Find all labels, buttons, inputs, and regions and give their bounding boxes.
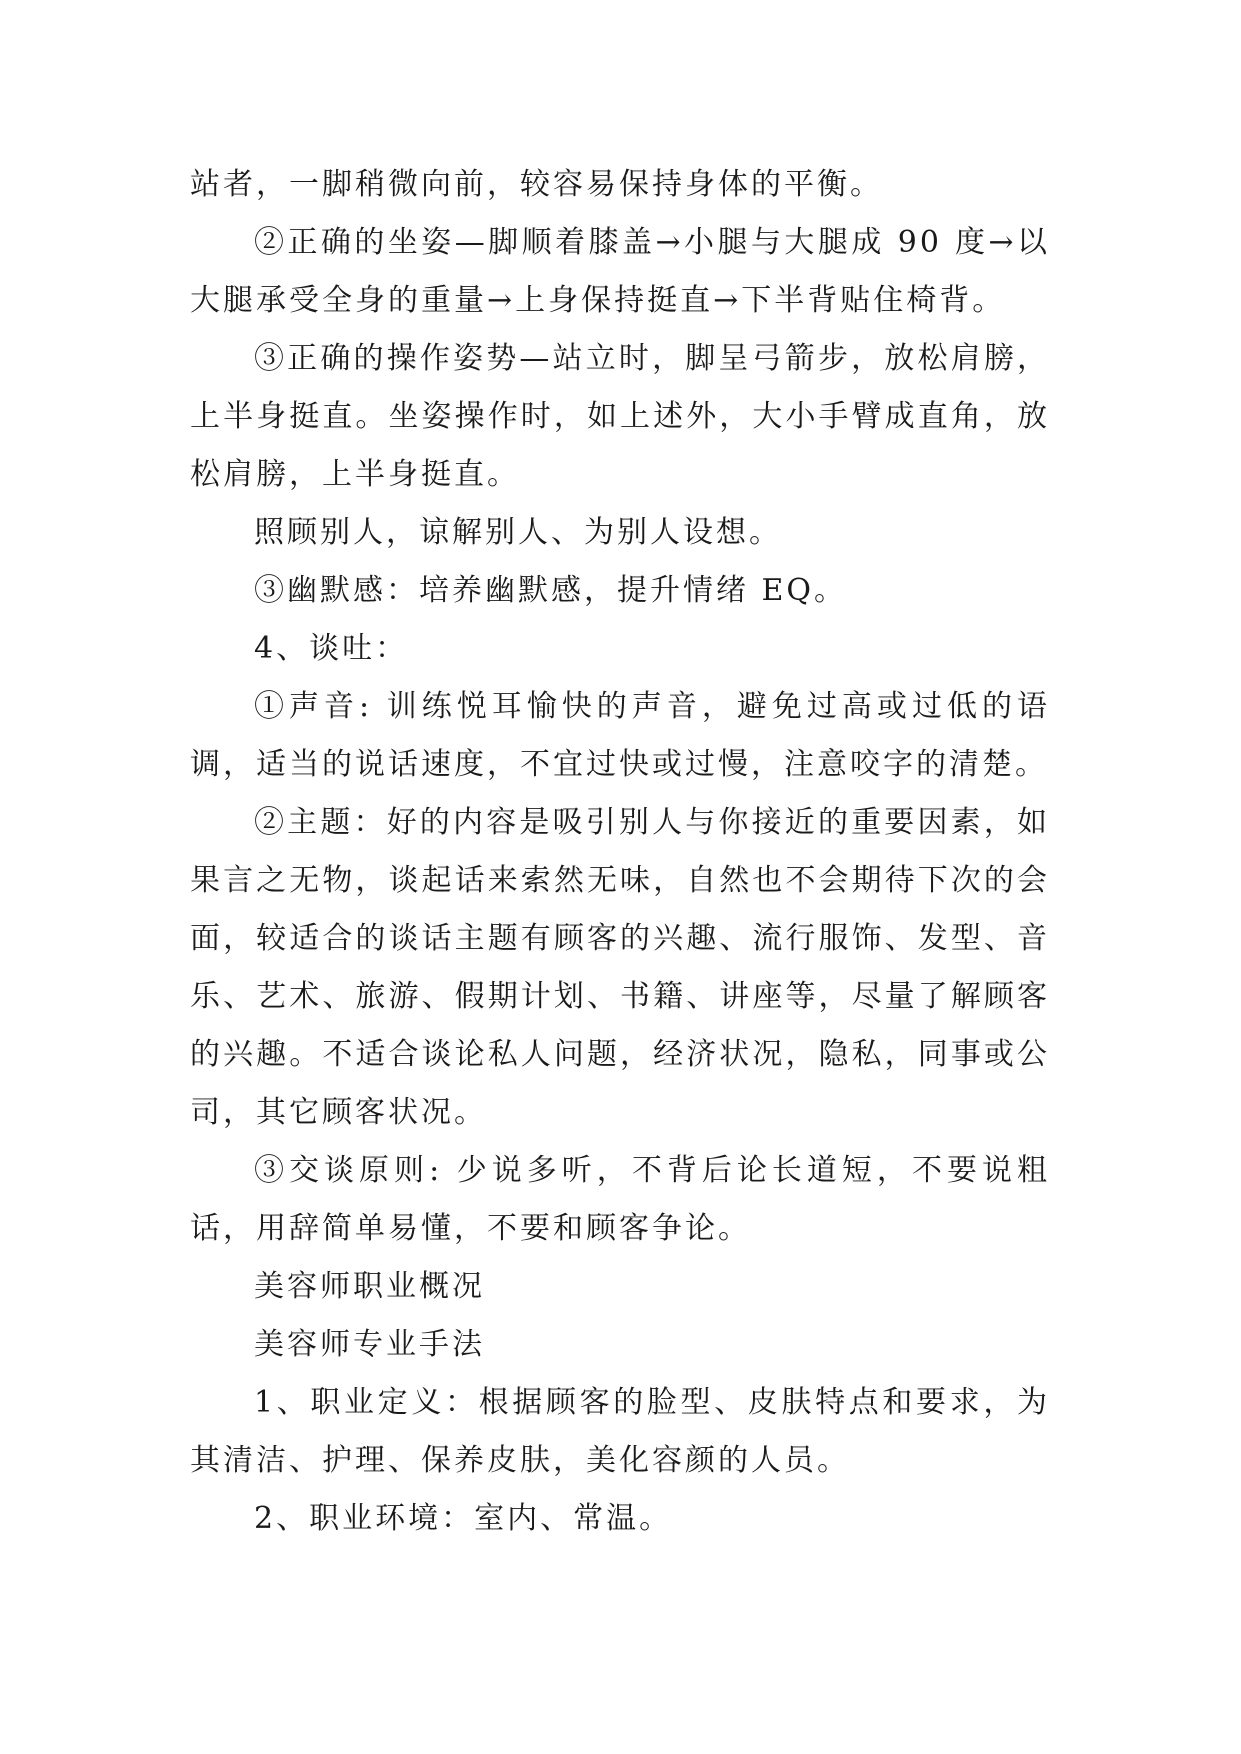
paragraph-humor: ③幽默感：培养幽默感，提升情绪 EQ。: [254, 573, 848, 608]
paragraph-speech-heading: 4、谈吐：: [254, 631, 409, 666]
paragraph-standing-continuation: 站者，一脚稍微向前，较容易保持身体的平衡。: [190, 167, 883, 202]
paragraph-operating-posture: ③正确的操作姿势—站立时，脚呈弓箭步，放松肩膀，上半身挺直。坐姿操作时，如上述外，大小手臂成直角，放松肩膀，上半身挺直。: [190, 341, 1050, 492]
paragraph-topic: ②主题：好的内容是吸引别人与你接近的重要因素，如果言之无物，谈起话来索然无味，自然也不会期待下次的会面，较适合的谈话主题有顾客的兴趣、流行服饰、发型、音乐、艺术、旅游、假期计划、书籍、讲座等，尽量了解顾客的兴趣。不适合谈论私人问题，经济状况，隐私，同事或公司，其它顾客状况。: [190, 805, 1050, 1130]
paragraph-professional-techniques: 美容师专业手法: [254, 1327, 485, 1362]
document-body: [190, 156, 1050, 1548]
paragraph-career-overview: 美容师职业概况: [254, 1269, 485, 1304]
paragraph-work-environment: 2、职业环境：室内、常温。: [254, 1501, 673, 1536]
paragraph-career-definition: 1、职业定义：根据顾客的脸型、皮肤特点和要求，为其清洁、护理、保养皮肤，美化容颜的人员。: [190, 1385, 1050, 1478]
paragraph-care-for-others: 照顾别人，谅解别人、为别人设想。: [254, 515, 782, 550]
paragraph-voice: ①声音: 训练悦耳愉快的声音，避免过高或过低的语调，适当的说话速度，不宜过快或过慢，注意咬字的清楚。: [190, 689, 1050, 782]
paragraph-sitting-posture: ②正确的坐姿—脚顺着膝盖→小腿与大腿成 90 度→以大腿承受全身的重量→上身保持挺直→下半背贴住椅背。: [190, 225, 1050, 318]
paragraph-conversation-principles: ③交谈原则: 少说多听，不背后论长道短，不要说粗话，用辞简单易懂，不要和顾客争论。: [190, 1153, 1050, 1246]
